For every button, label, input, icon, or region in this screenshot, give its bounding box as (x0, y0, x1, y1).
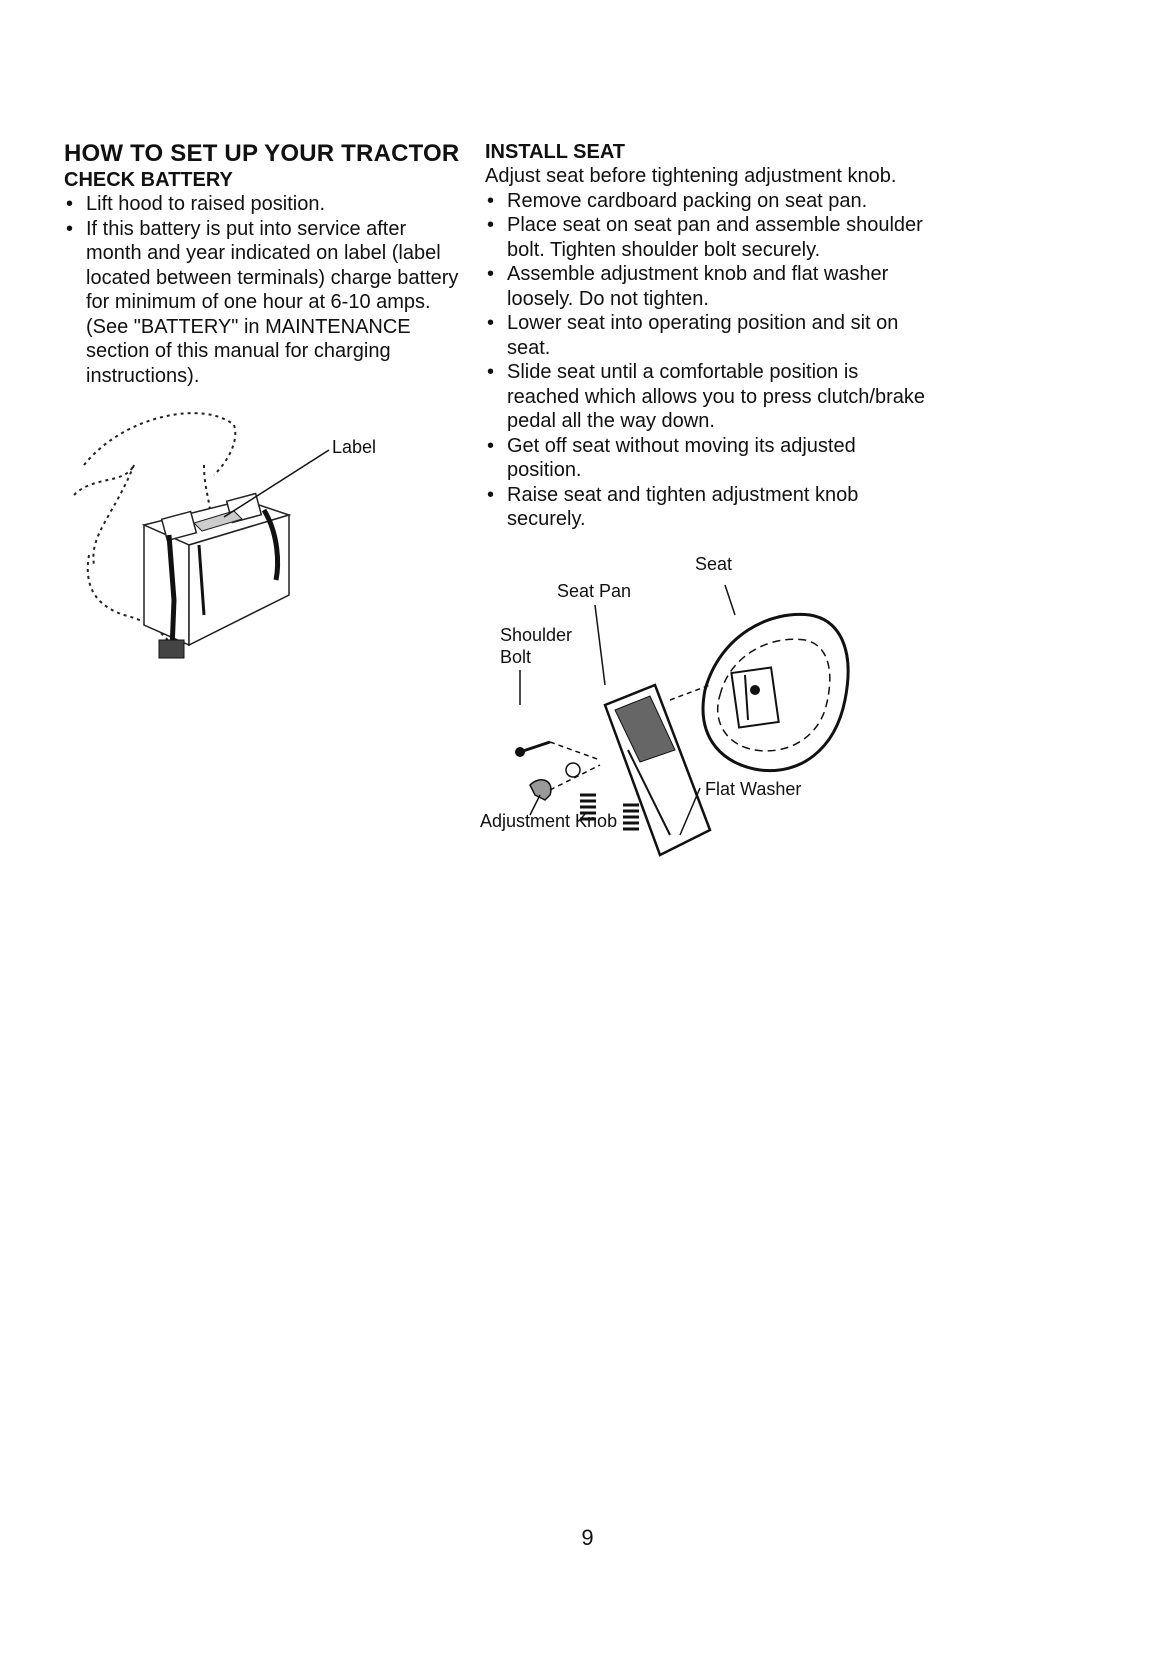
install-seat-heading: INSTALL SEAT (485, 141, 625, 163)
list-item: • Slide seat until a comfortable position is reached which allows you to press clutch/brake pedal all the way down. (485, 360, 925, 434)
battery-steps (64, 192, 464, 388)
list-item: • Lift hood to raised position. (64, 192, 464, 217)
flat-washer-callout: Flat Washer (705, 779, 802, 799)
right-column (485, 140, 925, 532)
seat-callout: Seat (695, 554, 733, 574)
adjustment-knob-callout: Adjustment Knob (480, 811, 618, 831)
list-item: • Get off seat without moving its adjusted position. (485, 434, 925, 483)
label-callout: Label (332, 437, 377, 457)
page-number: 9 (581, 1525, 594, 1550)
left-column (64, 140, 464, 388)
list-item: • If this battery is put into service after month and year indicated on label (label located between terminals) charge battery for minimum of one hour at 6-10 amps. (See "BATTERY" in MAINTENANCE section of this manual for charging instructions). (64, 217, 464, 389)
battery-illustration (64, 405, 444, 700)
section-heading: HOW TO SET UP YOUR TRACTOR (64, 140, 460, 167)
bolt-callout: Bolt (500, 647, 532, 667)
list-item: • Raise seat and tighten adjustment knob securely. (485, 483, 925, 532)
list-item: • Remove cardboard packing on seat pan. (485, 189, 925, 214)
seat-steps (485, 189, 925, 532)
list-item: • Lower seat into operating position and sit on seat. (485, 311, 925, 360)
shoulder-callout: Shoulder (500, 625, 573, 645)
list-item: • Place seat on seat pan and assemble shoulder bolt. Tighten shoulder bolt securely. (485, 213, 925, 262)
install-seat-intro: Adjust seat before tightening adjustment knob. (485, 165, 897, 187)
seat-callout-svg (690, 545, 770, 585)
list-item: • Assemble adjustment knob and flat washer loosely. Do not tighten. (485, 262, 925, 311)
seat-pan-callout: Seat Pan (557, 581, 632, 601)
check-battery-heading: CHECK BATTERY (64, 169, 233, 191)
seat-assembly-illustration (480, 581, 880, 890)
